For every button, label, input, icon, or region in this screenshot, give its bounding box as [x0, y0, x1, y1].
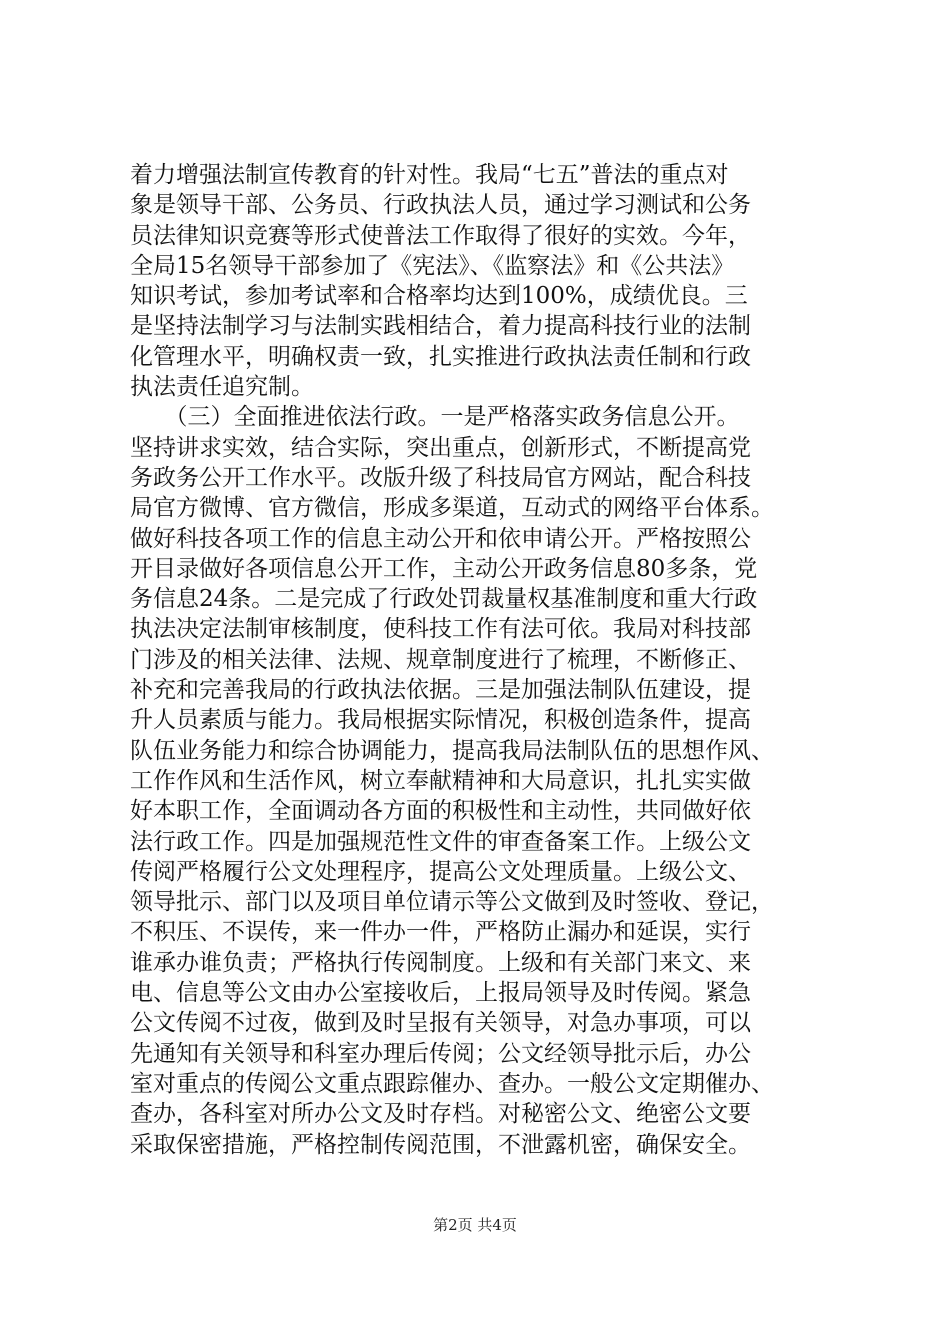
text-line: 好本职工作，全面调动各方面的积极性和主动性，共同做好依 — [130, 798, 751, 825]
text-line: 查办，各科室对所办公文及时存档。对秘密公文、绝密公文要 — [130, 1101, 751, 1128]
text-line: 室对重点的传阅公文重点跟踪催办、查办。一般公文定期催办、 — [130, 1070, 774, 1097]
text-line: 知识考试，参加考试率和合格率均达到100%，成绩优良。三 — [130, 283, 748, 310]
text-line: 员法律知识竞赛等形式使普法工作取得了很好的实效。今年， — [130, 222, 751, 249]
text-line: 公文传阅不过夜，做到及时呈报有关领导，对急办事项，可以 — [130, 1010, 751, 1037]
text-line: 先通知有关领导和科室办理后传阅；公文经领导批示后，办公 — [130, 1040, 751, 1067]
text-line: 不积压、不误传，来一件办一件，严格防止漏办和延误，实行 — [130, 919, 751, 946]
page-footer: 第2页 共4页 — [433, 1216, 517, 1234]
text-line: 升人员素质与能力。我局根据实际情况，积极创造条件，提高 — [130, 707, 751, 734]
text-line: 领导批示、部门以及项目单位请示等公文做到及时签收、登记， — [130, 889, 774, 916]
text-line: 门涉及的相关法律、法规、规章制度进行了梳理，不断修正、 — [130, 646, 751, 673]
text-line: 是坚持法制学习与法制实践相结合，着力提高科技行业的法制 — [130, 313, 751, 340]
text-line: 着力增强法制宣传教育的针对性。我局“七五”普法的重点对 — [130, 162, 729, 188]
text-line: 工作作风和生活作风，树立奉献精神和大局意识，扎扎实实做 — [130, 767, 751, 794]
text-line: 化管理水平，明确权责一致，扎实推进行政执法责任制和行政 — [130, 343, 751, 370]
text-line: 执法决定法制审核制度，使科技工作有法可依。我局对科技部 — [130, 616, 751, 643]
text-line: 象是领导干部、公务员、行政执法人员，通过学习测试和公务 — [130, 192, 751, 219]
text-line: 法行政工作。四是加强规范性文件的审查备案工作。上级公文 — [130, 828, 751, 855]
text-line: 执法责任追究制。 — [130, 374, 314, 401]
text-line: 务政务公开工作水平。改版升级了科技局官方网站，配合科技 — [130, 464, 751, 491]
text-line: 谁承办谁负责；严格执行传阅制度。上级和有关部门来文、来 — [130, 949, 751, 976]
text-line: 传阅严格履行公文处理程序，提高公文处理质量。上级公文、 — [130, 858, 751, 885]
text-line: 局官方微博、官方微信，形成多渠道，互动式的网络平台体系。 — [130, 495, 774, 522]
body-text — [130, 160, 830, 1160]
text-line: 队伍业务能力和综合协调能力，提高我局法制队伍的思想作风、 — [130, 737, 774, 764]
text-line: 采取保密措施，严格控制传阅范围，不泄露机密，确保安全。 — [130, 1131, 751, 1158]
text-line: （三）全面推进依法行政。一是严格落实政务信息公开。 — [176, 404, 740, 431]
text-line: 全局15名领导干部参加了《宪法》、《监察法》和《公共法》 — [130, 252, 735, 279]
text-line: 补充和完善我局的行政执法依据。三是加强法制队伍建设，提 — [130, 677, 751, 704]
text-line: 坚持讲求实效，结合实际，突出重点，创新形式，不断提高党 — [130, 434, 751, 461]
text-line: 开目录做好各项信息公开工作，主动公开政务信息80多条，党 — [130, 555, 758, 582]
text-line: 做好科技各项工作的信息主动公开和依申请公开。严格按照公 — [130, 525, 751, 552]
text-line: 务信息24条。二是完成了行政处罚裁量权基准制度和重大行政 — [130, 586, 758, 613]
text-line: 电、信息等公文由办公室接收后，上报局领导及时传阅。紧急 — [130, 980, 751, 1007]
